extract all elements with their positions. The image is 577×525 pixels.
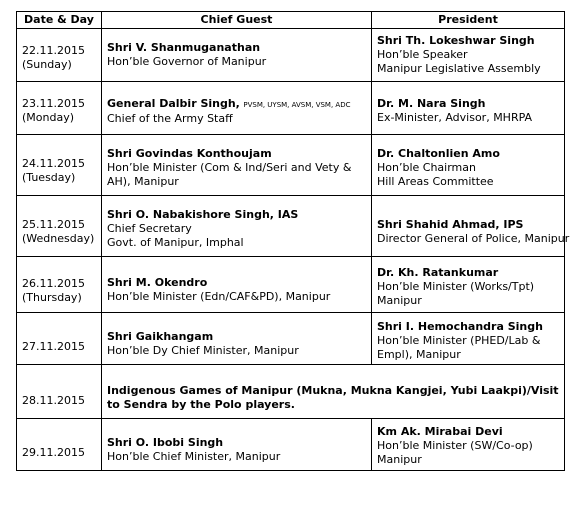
president-name: Shri Th. Lokeshwar Singh [377,34,535,47]
guest-name: Shri M. Okendro [107,276,208,289]
president-cell [372,419,565,471]
date-text: 24.11.2015 [22,157,85,170]
guest-name: Shri Govindas Konthoujam [107,146,272,160]
day-text: (Sunday) [22,57,72,71]
date-cell [17,29,102,82]
guest-name: Shri Gaikhangam [107,330,214,343]
merged-event-cell: Indigenous Games of Manipur (Mukna, Mukna Kangjei, Yubi Laakpi)/Visit to Sendra by the Polo players. [102,365,565,419]
president-name: Km Ak. Mirabai Devi [377,425,503,438]
date-text: 23.11.2015 [22,97,85,110]
table-row [17,29,565,82]
date-text: 25.11.2015 [22,218,85,231]
date-text: 26.11.2015 [22,276,85,290]
table-row [17,257,565,313]
president-line: Hon’ble Minister (Works/Tpt) [377,279,535,293]
president-line: Hon’ble Chairman [377,160,476,174]
president-cell [372,29,565,82]
chief-guest-cell [102,419,372,471]
president-line: Manipur [377,453,422,466]
president-name: Dr. Kh. Ratankumar [377,265,499,279]
president-line: Hon’ble Speaker [377,48,468,61]
guest-title: Hon’ble Governor of Manipur [107,55,267,68]
header-date-day: Date & Day [17,12,102,29]
president-name: Dr. M. Nara Singh [377,97,486,110]
guest-title: Hon’ble Minister (Com & Ind/Seri and Vety & AH), Manipur [107,160,352,188]
president-cell [372,196,570,257]
header-president: President [372,12,565,29]
table-row [17,82,565,135]
date-cell [17,135,102,196]
header-row [17,12,565,29]
president-line: Director General of Police, Manipur [377,232,570,245]
date-cell [17,313,102,365]
date-text: 22.11.2015 [22,43,85,57]
chief-guest-cell [102,313,372,365]
guest-title: Govt. of Manipur, Imphal [107,235,244,249]
president-cell [372,257,565,313]
president-name: Shri I. Hemochandra Singh [377,319,543,333]
date-cell [17,365,102,419]
chief-guest-cell [102,29,372,82]
chief-guest-cell [102,135,372,196]
guest-name: Shri V. Shanmuganathan [107,41,261,54]
president-cell [372,313,565,365]
date-cell [17,257,102,313]
guest-title: Chief Secretary [107,221,192,235]
president-line: Hon’ble Minister (PHED/Lab & Empl), Manipur [377,333,541,361]
president-line: Manipur Legislative Assembly [377,62,541,75]
date-text: 29.11.2015 [22,446,85,459]
date-cell [17,196,102,257]
table-row [17,365,565,419]
schedule-table [16,11,570,471]
guest-title: Chief of the Army Staff [107,111,233,125]
table-row [17,313,565,365]
chief-guest-cell [102,196,372,257]
chief-guest-cell [102,257,372,313]
table-row [17,196,565,257]
president-cell [372,82,565,135]
date-text: 27.11.2015 [22,340,85,353]
guest-name: Shri O. Ibobi Singh [107,435,224,449]
guest-honours: PVSM, UYSM, AVSM, VSM, ADC [243,100,351,109]
date-text: 28.11.2015 [22,394,85,407]
date-cell [17,419,102,471]
president-line: Hill Areas Committee [377,174,494,188]
table-row [17,135,565,196]
day-text: (Monday) [22,111,75,124]
guest-title: Hon’ble Minister (Edn/CAF&PD), Manipur [107,290,331,303]
president-name: Shri Shahid Ahmad, IPS [377,218,524,231]
president-name: Dr. Chaltonlien Amo [377,146,500,160]
day-text: (Wednesday) [22,232,95,245]
day-text: (Thursday) [22,290,82,304]
table-row [17,419,565,471]
president-cell [372,135,565,196]
guest-name: Shri O. Nabakishore Singh, IAS [107,207,299,221]
president-line: Manipur [377,293,422,307]
day-text: (Tuesday) [22,171,76,184]
president-line: Hon’ble Minister (SW/Co-op) [377,439,533,452]
president-line: Ex-Minister, Advisor, MHRPA [377,111,533,124]
guest-title: Hon’ble Dy Chief Minister, Manipur [107,344,299,357]
header-chief-guest: Chief Guest [102,12,372,29]
guest-name: General Dalbir Singh, [107,96,240,110]
guest-title: Hon’ble Chief Minister, Manipur [107,449,281,463]
chief-guest-cell [102,82,372,135]
date-cell [17,82,102,135]
